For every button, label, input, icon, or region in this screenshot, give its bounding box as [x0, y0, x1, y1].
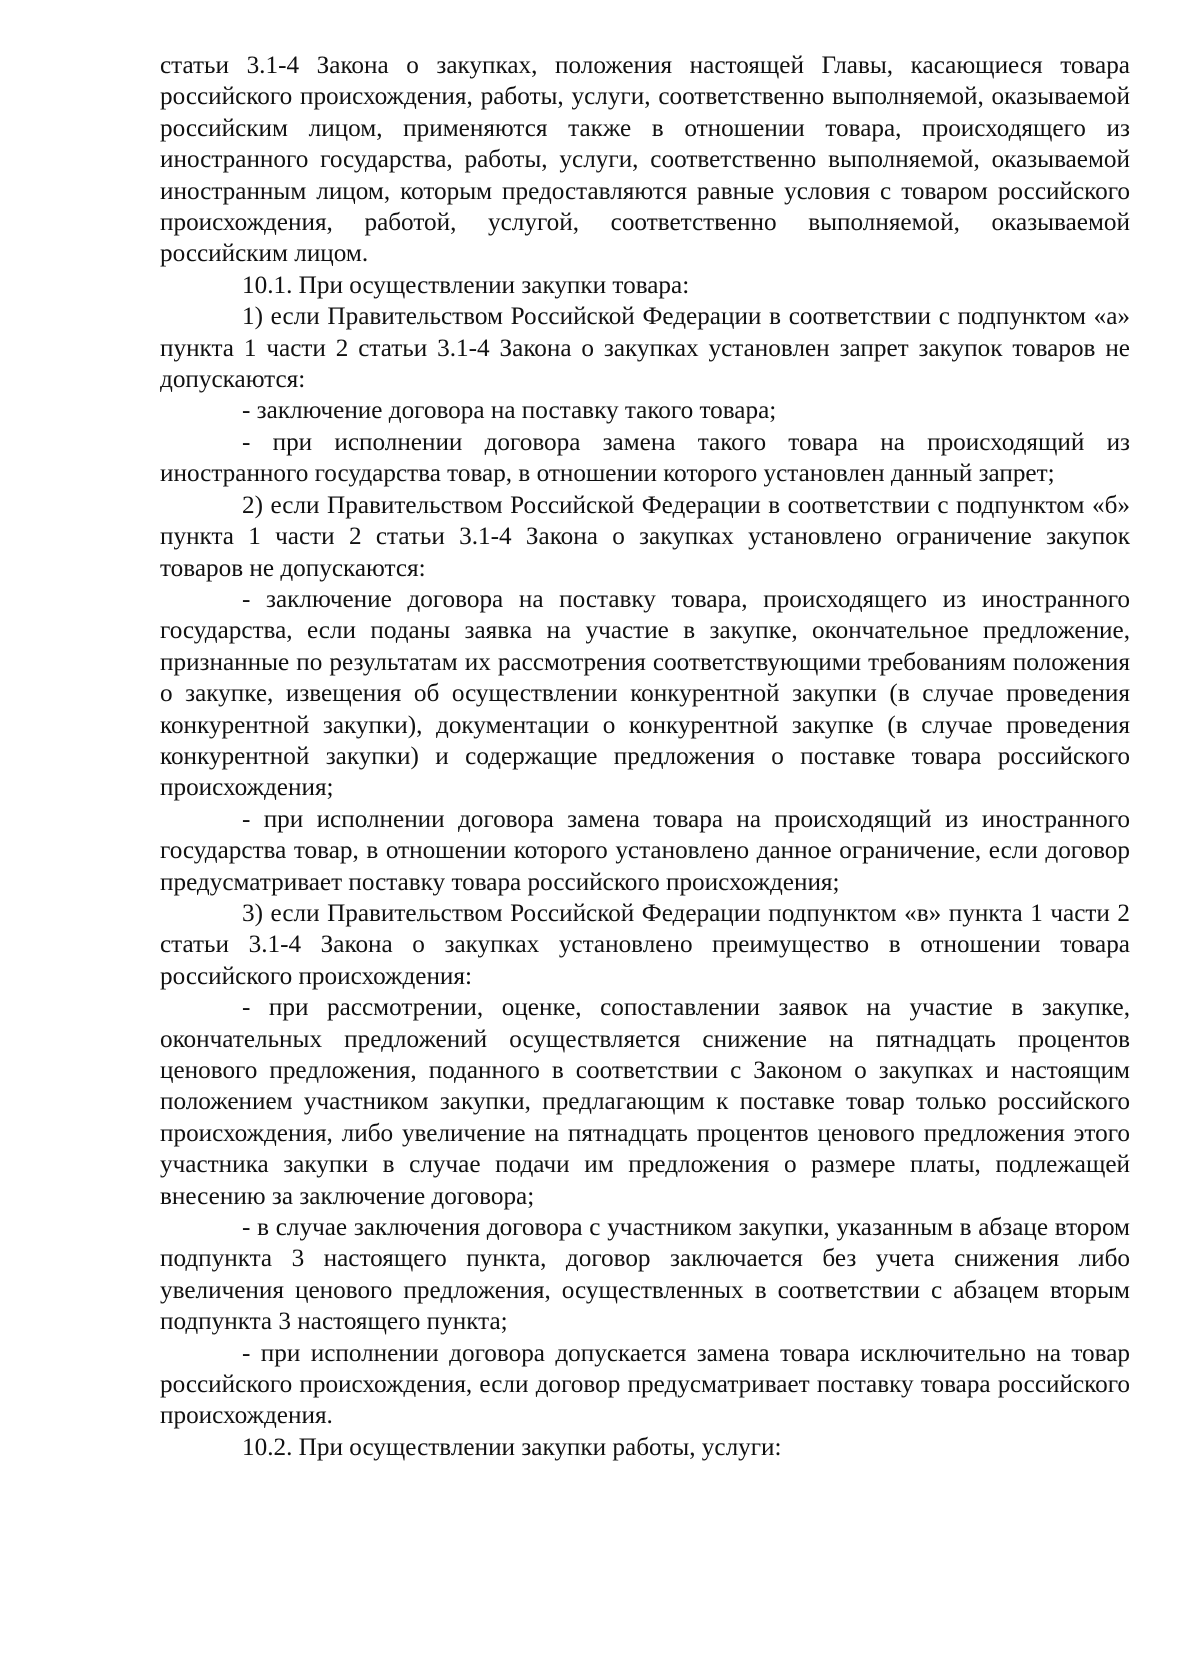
- bullet-item: - в случае заключения договора с участником закупки, указанным в абзаце втором подпункта 3 настоящего пункта, договор заключается без учета снижения либо увеличения ценового предложения, осуществленных в соответствии с абзацем вторым подпункта 3 настоящего пункта;: [160, 1214, 1130, 1336]
- bullet-item: - при рассмотрении, оценке, сопоставлении заявок на участие в закупке, окончательных предложений осуществляется снижение на пятнадцать процентов ценового предложения, поданного в соответствии с Законом о закупках и настоящим положением участником закупки, предлагающим к поставке товар только российского происхождения, либо увеличение на пятнадцать процентов ценового предложения этого участника закупки в случае подачи им предложения о размере платы, подлежащей внесению за заключение договора;: [160, 994, 1130, 1210]
- bullet-item: - при исполнении договора замена товара на происходящий из иностранного государства товар, в отношении которого установлено данное ограничение, если договор предусматривает поставку товара российского происхождения;: [160, 805, 1130, 896]
- bullet-item: - заключение договора на поставку такого товара;: [242, 397, 777, 425]
- section-heading-10-1: 10.1. При осуществлении закупки товара:: [242, 271, 690, 299]
- document-page: [160, 50, 1130, 1463]
- section-heading-10-2: 10.2. При осуществлении закупки работы, услуги:: [242, 1433, 782, 1461]
- bullet-item: - при исполнении договора замена такого товара на происходящий из иностранного государства товар, в отношении которого установлен данный запрет;: [160, 428, 1130, 488]
- subpoint-3: 3) если Правительством Российской Федерации подпунктом «в» пункта 1 части 2 статьи 3.1-4 Закона о закупках установлено преимущество в отношении товара российского происхождения:: [160, 899, 1130, 990]
- subpoint-2: 2) если Правительством Российской Федерации в соответствии с подпунктом «б» пункта 1 части 2 статьи 3.1-4 Закона о закупках установлено ограничение закупок товаров не допускаются:: [160, 491, 1130, 582]
- bullet-item: - заключение договора на поставку товара, происходящего из иностранного государства, если поданы заявка на участие в закупке, окончательное предложение, признанные по результатам их рассмотрения соответствующими требованиям положения о закупке, извещения об осуществлении конкурентной закупки (в случае проведения конкурентной закупки), документации о конкурентной закупке (в случае проведения конкурентной закупки) и содержащие предложения о поставке товара российского происхождения;: [160, 585, 1130, 802]
- bullet-item: - при исполнении договора допускается замена товара исключительно на товар российского происхождения, если договор предусматривает поставку товара российского происхождения.: [160, 1339, 1130, 1430]
- paragraph-continuation: статьи 3.1-4 Закона о закупках, положения настоящей Главы, касающиеся товара российского происхождения, работы, услуги, соответственно выполняемой, оказываемой российским лицом, применяются также в отношении товара, происходящего из иностранного государства, работы, услуги, соответственно выполняемой, оказываемой иностранным лицом, которым предоставляются равные условия с товаром российского происхождения, работой, услугой, соответственно выполняемой, оказываемой российским лицом.: [160, 52, 1130, 268]
- subpoint-1: 1) если Правительством Российской Федерации в соответствии с подпунктом «а» пункта 1 части 2 статьи 3.1-4 Закона о закупках установлен запрет закупок товаров не допускаются:: [160, 303, 1130, 394]
